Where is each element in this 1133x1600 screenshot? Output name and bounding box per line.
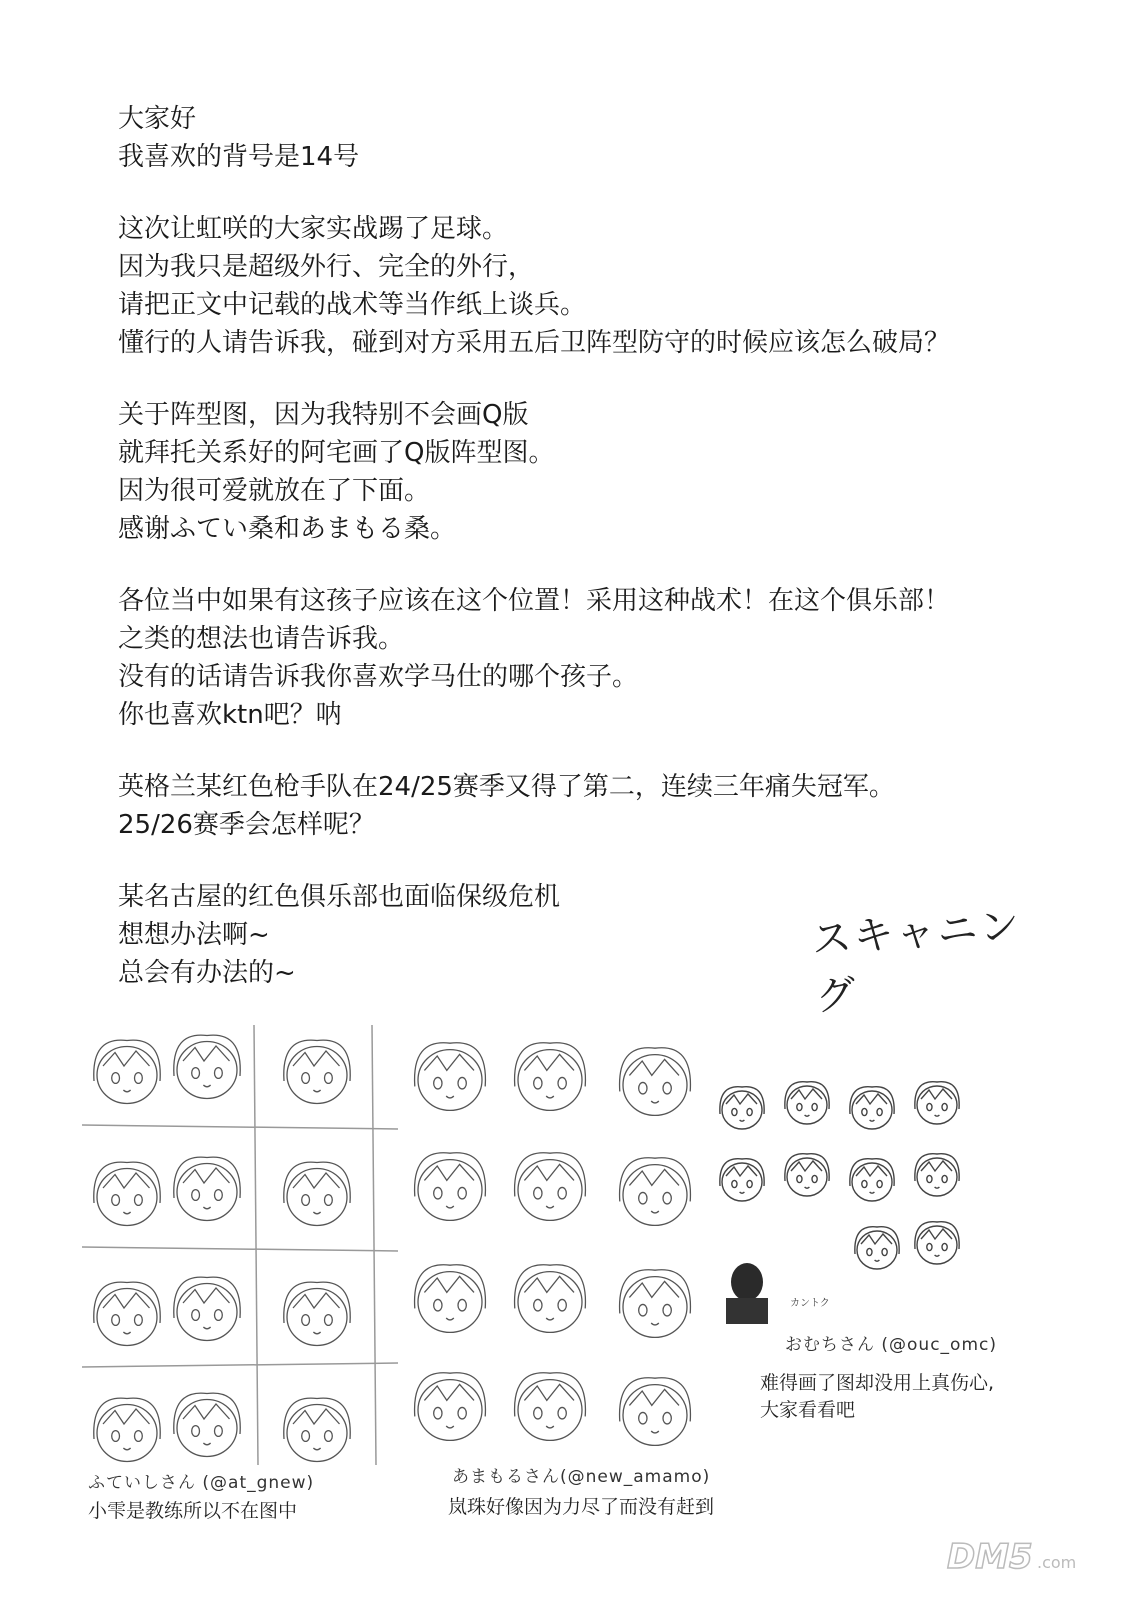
chibi-head-sketch (720, 1087, 764, 1129)
text-line: 关于阵型图，因为我特别不会画Q版 (118, 400, 529, 430)
chibi-head-sketch (174, 1393, 240, 1456)
chibi-head-sketch (415, 1265, 486, 1333)
watermark-suffix: .com (1037, 1553, 1077, 1572)
chibi-head-sketch (415, 1373, 486, 1441)
chibi-head-sketch (174, 1035, 240, 1098)
artwork-right-grid (712, 1070, 1012, 1325)
artwork-left-grid (82, 1025, 398, 1465)
chibi-head-sketch (174, 1157, 240, 1220)
credit-right-artist: おむちさん (@ouc_omc) (785, 1335, 997, 1355)
paragraph-request (118, 582, 1018, 734)
chibi-head-sketch (515, 1373, 586, 1441)
chibi-head-sketch (850, 1159, 894, 1201)
text-line: 25/26赛季会怎样呢？ (118, 810, 375, 840)
chibi-head-sketch (515, 1265, 586, 1333)
chibi-head-sketch (284, 1162, 350, 1225)
text-line: 因为很可爱就放在了下面。 (118, 476, 431, 506)
text-line: 因为我只是超级外行、完全的外行， (118, 252, 535, 282)
text-line: 你也喜欢ktn吧？呐 (118, 700, 342, 730)
text-line: 之类的想法也请告诉我。 (118, 624, 405, 654)
chibi-head-sketch (515, 1043, 586, 1111)
chibi-head-sketch (94, 1040, 160, 1103)
letter-body (118, 100, 1018, 1026)
text-line: 感谢ふてい桑和あまもる桑。 (118, 514, 457, 544)
text-line: 英格兰某红色枪手队在24/25赛季又得了第二，连续三年痛失冠军。 (118, 772, 895, 802)
text-line: 这次让虹咲的大家实战踢了足球。 (118, 214, 509, 244)
text-line: 请把正文中记载的战术等当作纸上谈兵。 (118, 290, 587, 320)
chibi-head-sketch (785, 1154, 829, 1196)
chibi-head-sketch (620, 1048, 691, 1116)
chibi-head-sketch (915, 1154, 959, 1196)
site-watermark (945, 1534, 1095, 1578)
chibi-head-sketch (620, 1158, 691, 1226)
chibi-head-sketch (94, 1398, 160, 1461)
text-line: 懂行的人请告诉我，碰到对方采用五后卫阵型防守的时候应该怎么破局？ (118, 328, 951, 358)
credit-right-note-2: 大家看看吧 (760, 1399, 856, 1421)
chibi-head-sketch (284, 1040, 350, 1103)
paragraph-football (118, 210, 1018, 362)
chibi-head-sketch (94, 1282, 160, 1345)
chibi-head-sketch (284, 1398, 350, 1461)
text-line: 大家好 (118, 104, 197, 134)
chibi-head-sketch (284, 1282, 350, 1345)
chibi-head-sketch (415, 1043, 486, 1111)
chibi-head-sketch (174, 1277, 240, 1340)
chibi-head-sketch (915, 1082, 959, 1124)
text-line: 各位当中如果有这孩子应该在这个位置！采用这种战术！在这个俱乐部！ (118, 586, 951, 616)
text-line: 就拜托关系好的阿宅画了Q版阵型图。 (118, 438, 555, 468)
chibi-head-sketch (415, 1153, 486, 1221)
paragraph-formation (118, 396, 1018, 548)
text-line: 想想办法啊~ (118, 920, 270, 950)
text-line: 某名古屋的红色俱乐部也面临保级危机 (118, 882, 561, 912)
chibi-sketch-grid-right (712, 1070, 1012, 1325)
paragraph-arsenal (118, 768, 1018, 844)
credit-right-note-1: 难得画了图却没用上真伤心, (760, 1372, 995, 1394)
chibi-head-sketch (94, 1162, 160, 1225)
credit-left-note: 小雫是教练所以不在图中 (88, 1500, 298, 1522)
chibi-head-sketch (855, 1227, 899, 1269)
chibi-sketch-grid-middle (405, 1035, 705, 1465)
watermark-logo: DM5 (947, 1537, 1033, 1577)
chibi-head-sketch (850, 1087, 894, 1129)
chibi-head-sketch (915, 1222, 959, 1264)
right-art-caption: カントク (790, 1298, 830, 1309)
credit-middle-note: 岚珠好像因为力尽了而没有赶到 (448, 1496, 715, 1518)
handwritten-signature: スキャニング (810, 902, 1023, 1021)
text-line: 总会有办法的~ (118, 958, 296, 988)
text-line: 没有的话请告诉我你喜欢学马仕的哪个孩子。 (118, 662, 639, 692)
credit-left-artist: ふていしさん (@at_gnew) (88, 1473, 315, 1493)
text-line: 我喜欢的背号是14号 (118, 142, 360, 172)
chibi-head-sketch (620, 1270, 691, 1338)
credit-middle-artist: あまもるさん(@new_amamo) (452, 1467, 711, 1487)
chibi-head-sketch (515, 1153, 586, 1221)
chibi-head-sketch (785, 1082, 829, 1124)
artwork-middle-grid (405, 1035, 705, 1465)
paragraph-greeting (118, 100, 1018, 176)
chibi-sketch-grid-left (82, 1025, 398, 1465)
chibi-head-sketch (720, 1159, 764, 1201)
footballer-sketch (726, 1263, 768, 1324)
chibi-head-sketch (620, 1378, 691, 1446)
